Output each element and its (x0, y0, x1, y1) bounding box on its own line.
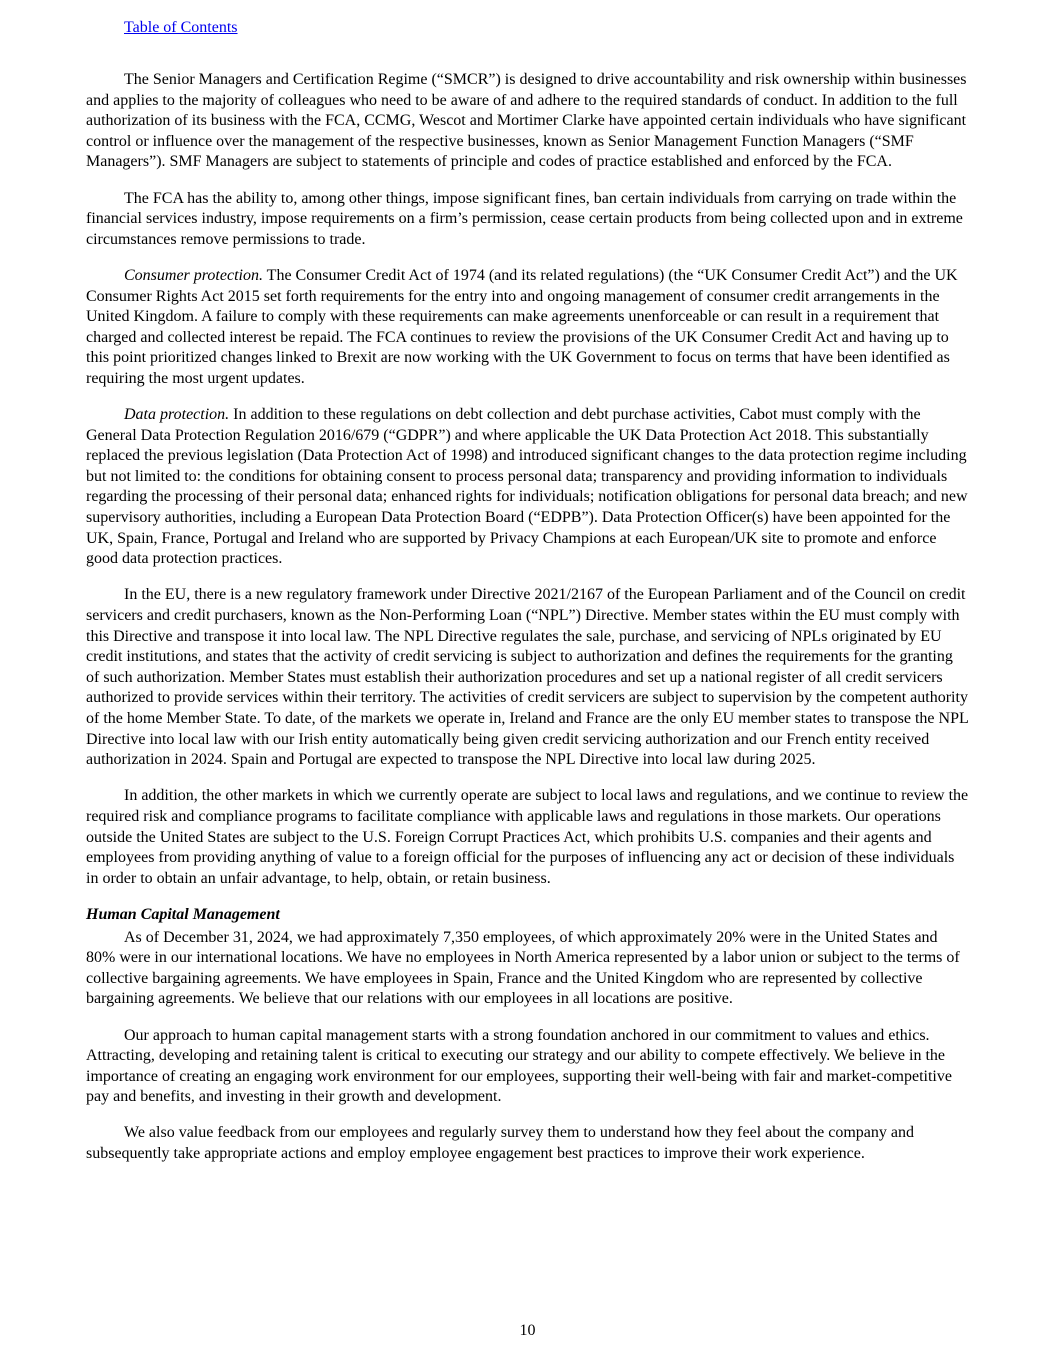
employee-feedback-paragraph: We also value feedback from our employees and regularly survey them to understand how they feel about the company and subsequently take appropriate actions and employ employee engagement best practices to improve their work experience. (86, 1124, 914, 1163)
consumer-protection-paragraph (86, 266, 970, 390)
other-markets-paragraph: In addition, the other markets in which we currently operate are subject to local laws and regulations, and we continue to review the required risk and compliance programs to facilitate compliance with applicable laws and regulations in those markets. Our operations outside the United States are subject to the U.S. Foreign Corrupt Practices Act, which prohibits U.S. companies and their agents and employees from providing anything of value to a foreign official for the purposes of influencing any act or decision of these individuals in order to obtain an unfair advantage, to help, obtain, or retain business. (86, 787, 969, 887)
fca-powers-paragraph: The FCA has the ability to, among other things, impose significant fines, ban certain individuals from carrying on trade within the financial services industry, impose requirements on a firm’s permission, cease certain products from being collected upon and in extreme circumstances remove permissions to trade. (86, 189, 963, 248)
eu-npl-directive-paragraph: In the EU, there is a new regulatory framework under Directive 2021/2167 of the European Parliament and of the Council on credit servicers and credit purchasers, known as the Non-Performing Loan (“NPL”) Directive. Member states within the EU must comply with this Directive and transpose it into local law. The NPL Directive regulates the sale, purchase, and servicing of NPLs originated by EU credit institutions, and states that the activity of credit servicing is subject to authorization and defines the requirements for the granting of such authorization. Member States must establish their authorization procedures and set up a national register of all credit servicers authorized to provide services within their territory. The activities of credit servicers are subject to supervision by the competent authority of the home Member State. To date, of the markets we operate in, Ireland and France are the only EU member states to transpose the NPL Directive into local law with our Irish entity automatically being given credit servicing authorization and our French entity received authorization in 2024. Spain and Portugal are expected to transpose the NPL Directive into local law during 2025. (86, 586, 969, 769)
data-protection-lead: Data protection. (124, 406, 230, 424)
table-of-contents-link[interactable]: Table of Contents (124, 19, 238, 36)
employees-paragraph: As of December 31, 2024, we had approximately 7,350 employees, of which approximately 20% were in the United States and 80% were in our international locations. We have no employees in North America represented by a labor union or subject to the terms of collective bargaining agreements. We have employees in Spain, France and the United Kingdom who are represented by collective bargaining agreements. We believe that our relations with our employees in all locations are positive. (86, 928, 960, 1008)
human-capital-heading: Human Capital Management (86, 905, 280, 923)
data-protection-body: In addition to these regulations on debt collection and debt purchase activities, Cabot must comply with the General Data Protection Regulation 2016/679 (“GDPR”) and where applicable the UK Data Protection Act 2018. This substantially replaced the previous legislation (Data Protection Act of 1998) and introduced significant changes to the data protection regime including but not limited to: the conditions for obtaining consent to process personal data; transparency and providing information to individuals regarding the processing of their personal data; enhanced rights for individuals; notification obligations for personal data breach; and new supervisory authorities, including a European Data Protection Board (“EDPB”). Data Protection Officer(s) have been appointed for the UK, Spain, France, Portugal and Ireland who are supported by Privacy Champions at each European/UK site to promote and enforce good data protection practices. (86, 406, 968, 568)
consumer-protection-body: The Consumer Credit Act of 1974 (and its related regulations) (the “UK Consumer Credit Act”) and the UK Consumer Rights Act 2015 set forth requirements for the entry into and ongoing management of consumer credit arrangements in the United Kingdom. A failure to comply with these requirements can make agreements unenforceable or can result in a requirement that charged and collected interest be repaid. The FCA continues to review the provisions of the UK Consumer Credit Act and having up to this point prioritized changes linked to Brexit are now working with the UK Government to focus on terms that have been identified as requiring the most urgent updates. (86, 266, 958, 387)
human-capital-approach-paragraph: Our approach to human capital management starts with a strong foundation anchored in our commitment to values and ethics. Attracting, developing and retaining talent is critical to executing our strategy and our ability to compete effectively. We believe in the importance of creating an engaging work environment for our employees, supporting their well-being with fair and market-competitive pay and benefits, and investing in their growth and development. (86, 1026, 952, 1106)
consumer-protection-lead: Consumer protection. (124, 266, 263, 284)
document-body (86, 70, 970, 1180)
data-protection-paragraph (86, 405, 970, 570)
page-number: 10 (519, 1322, 536, 1339)
smcr-paragraph: The Senior Managers and Certification Regime (“SMCR”) is designed to drive accountability and risk ownership within businesses and applies to the majority of colleagues who need to be aware of and adhere to the required standards of conduct. In addition to the full authorization of its business with the FCA, CCMG, Wescot and Mortimer Clarke have appointed certain individuals who have significant control or influence over the management of the respective businesses, known as Senior Management Function Managers (“SMF Managers”). SMF Managers are subject to statements of principle and codes of practice established and enforced by the FCA. (86, 71, 967, 171)
